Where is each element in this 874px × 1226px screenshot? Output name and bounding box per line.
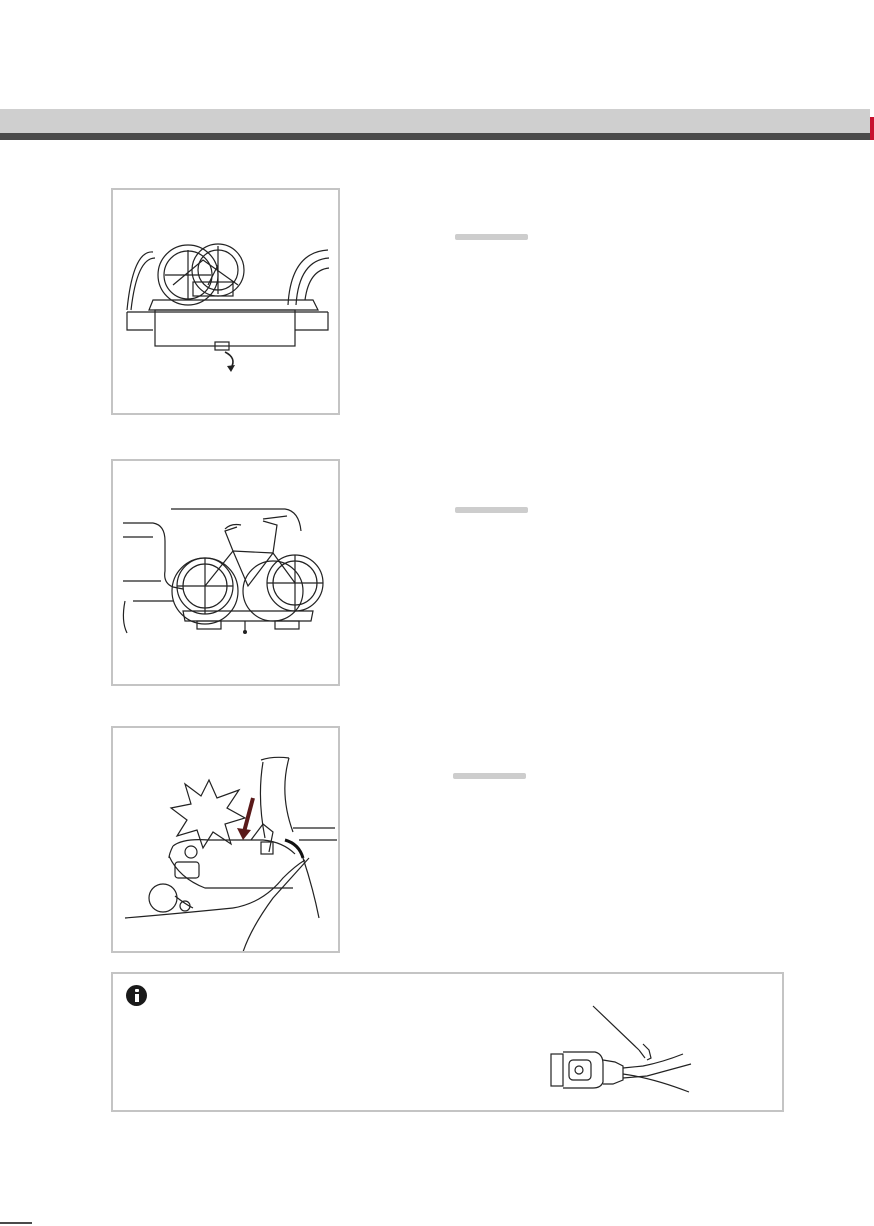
info-icon xyxy=(126,985,147,1006)
header-dark-bar xyxy=(0,133,870,140)
page-header-band xyxy=(0,109,874,141)
info-note-box xyxy=(111,972,784,1112)
step-2-figure xyxy=(111,459,340,686)
step-3-text-placeholder xyxy=(453,773,526,779)
carrier-click-lock-illustration xyxy=(113,728,340,953)
page-footer-mark xyxy=(0,1222,32,1224)
step-3-figure xyxy=(111,726,340,953)
bike-carrier-rear-view-illustration xyxy=(113,190,340,415)
cable-connector-illustration xyxy=(543,1004,703,1104)
header-light-bar xyxy=(0,109,870,133)
step-1-figure xyxy=(111,188,340,415)
step-2-text-placeholder xyxy=(455,507,528,513)
step-1-text-placeholder xyxy=(455,234,528,240)
header-accent-mark xyxy=(870,117,874,140)
car-with-bikes-on-carrier-illustration xyxy=(113,461,340,686)
